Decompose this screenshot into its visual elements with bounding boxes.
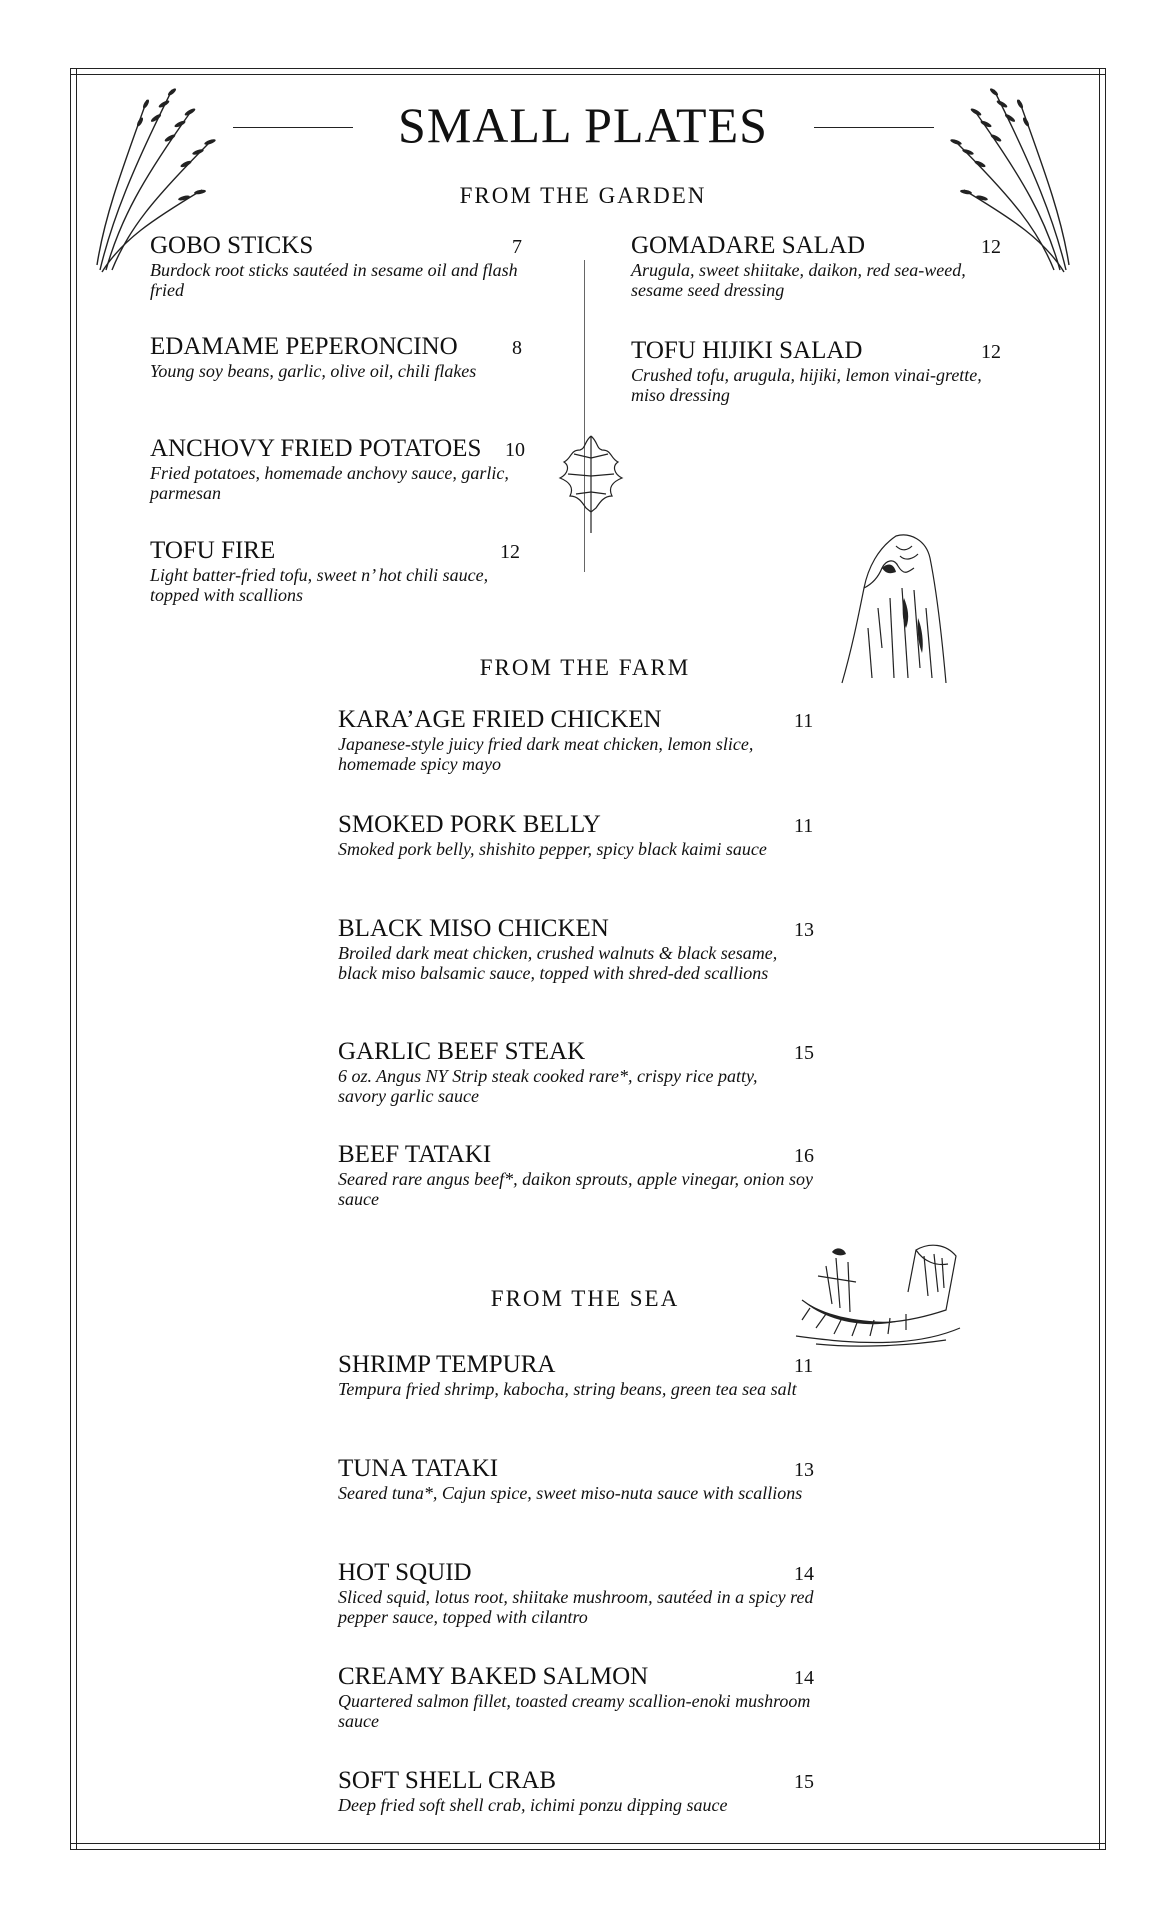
menu-item	[338, 707, 818, 774]
item-price: 11	[794, 1355, 814, 1377]
item-name: TOFU FIRE	[150, 537, 276, 564]
menu-item	[338, 1142, 818, 1209]
item-description: Broiled dark meat chicken, crushed walnuts & black sesame, black miso balsamic sauce, topped with shred-ded scallions	[338, 943, 778, 983]
item-name: HOT SQUID	[338, 1559, 472, 1586]
item-price: 11	[794, 815, 814, 837]
item-name: GARLIC BEEF STEAK	[338, 1038, 586, 1065]
menu-item	[338, 1560, 818, 1627]
item-description: 6 oz. Angus NY Strip steak cooked rare*, crispy rice patty, savory garlic sauce	[338, 1066, 758, 1106]
item-price: 14	[794, 1563, 814, 1585]
border-top-outer	[70, 68, 1106, 69]
title-rule-right	[814, 127, 934, 128]
border-bottom-outer	[70, 1849, 1106, 1850]
item-name: BEEF TATAKI	[338, 1141, 492, 1168]
item-name: GOMADARE SALAD	[631, 232, 866, 259]
item-description: Quartered salmon fillet, toasted creamy scallion-enoki mushroom sauce	[338, 1691, 811, 1731]
section-title-farm: FROM THE FARM	[479, 655, 691, 680]
item-price: 14	[794, 1667, 814, 1689]
item-description: Fried potatoes, homemade anchovy sauce, garlic, parmesan	[150, 463, 509, 503]
menu-item	[338, 1768, 818, 1815]
item-name: SHRIMP TEMPURA	[338, 1351, 556, 1378]
item-name: SOFT SHELL CRAB	[338, 1767, 557, 1794]
border-left-inner	[76, 68, 77, 1850]
item-name: TOFU HIJIKI SALAD	[631, 337, 863, 364]
item-description: Crushed tofu, arugula, hijiki, lemon vinai-grette, miso dressing	[631, 365, 982, 405]
item-description: Tempura fried shrimp, kabocha, string beans, green tea sea salt	[338, 1379, 797, 1399]
item-description: Arugula, sweet shiitake, daikon, red sea-weed, sesame seed dressing	[631, 260, 966, 300]
item-price: 15	[794, 1042, 814, 1064]
menu-item	[338, 916, 818, 983]
item-description: Young soy beans, garlic, olive oil, chili flakes	[150, 361, 477, 381]
item-name: ANCHOVY FRIED POTATOES	[150, 435, 482, 462]
item-name: GOBO STICKS	[150, 232, 314, 259]
item-price: 10	[505, 439, 525, 461]
menu-item	[150, 334, 530, 381]
menu-item	[150, 436, 530, 503]
border-bottom-inner	[70, 1843, 1106, 1844]
section-title-sea: FROM THE SEA	[490, 1286, 680, 1311]
border-left-outer	[70, 68, 71, 1850]
item-name: SMOKED PORK BELLY	[338, 811, 601, 838]
menu-item	[338, 812, 818, 859]
item-name: CREAMY BAKED SALMON	[338, 1663, 649, 1690]
menu-item	[338, 1456, 818, 1503]
item-price: 7	[512, 236, 522, 258]
item-price: 15	[794, 1771, 814, 1793]
item-description: Seared tuna*, Cajun spice, sweet miso-nuta sauce with scallions	[338, 1483, 803, 1503]
menu-item	[631, 338, 1011, 405]
item-description: Deep fried soft shell crab, ichimi ponzu dipping sauce	[338, 1795, 728, 1815]
item-price: 12	[500, 541, 520, 563]
item-price: 16	[794, 1145, 814, 1167]
mountain-icon	[838, 528, 948, 688]
item-name: EDAMAME PEPERONCINO	[150, 333, 458, 360]
item-description: Seared rare angus beef*, daikon sprouts, apple vinegar, onion soy sauce	[338, 1169, 813, 1209]
menu-item	[338, 1352, 818, 1399]
border-right-inner	[1099, 68, 1100, 1850]
item-description: Sliced squid, lotus root, shiitake mushroom, sautéed in a spicy red pepper sauce, topped with cilantro	[338, 1587, 814, 1627]
section-title-garden: FROM THE GARDEN	[459, 183, 707, 208]
leaf-icon	[556, 428, 626, 538]
page-title: SMALL PLATES	[398, 97, 768, 153]
item-price: 12	[981, 341, 1001, 363]
item-price: 12	[981, 236, 1001, 258]
menu-item	[631, 233, 1011, 300]
item-price: 13	[794, 1459, 814, 1481]
item-description: Light batter-fried tofu, sweet n’ hot chili sauce, topped with scallions	[150, 565, 489, 605]
item-price: 8	[512, 337, 522, 359]
menu-item	[150, 233, 530, 300]
title-rule-left	[233, 127, 353, 128]
menu-item	[338, 1664, 818, 1731]
item-price: 13	[794, 919, 814, 941]
menu-item	[338, 1039, 818, 1106]
border-top-inner	[70, 74, 1106, 75]
item-name: TUNA TATAKI	[338, 1455, 499, 1482]
item-name: KARA’AGE FRIED CHICKEN	[338, 706, 662, 733]
item-description: Japanese-style juicy fried dark meat chicken, lemon slice, homemade spicy mayo	[338, 734, 754, 774]
menu-item	[150, 538, 530, 605]
item-price: 11	[794, 710, 814, 732]
item-description: Burdock root sticks sautéed in sesame oil and flash fried	[150, 260, 518, 300]
item-name: BLACK MISO CHICKEN	[338, 915, 609, 942]
item-description: Smoked pork belly, shishito pepper, spicy black kaimi sauce	[338, 839, 767, 859]
border-right-outer	[1105, 68, 1106, 1850]
